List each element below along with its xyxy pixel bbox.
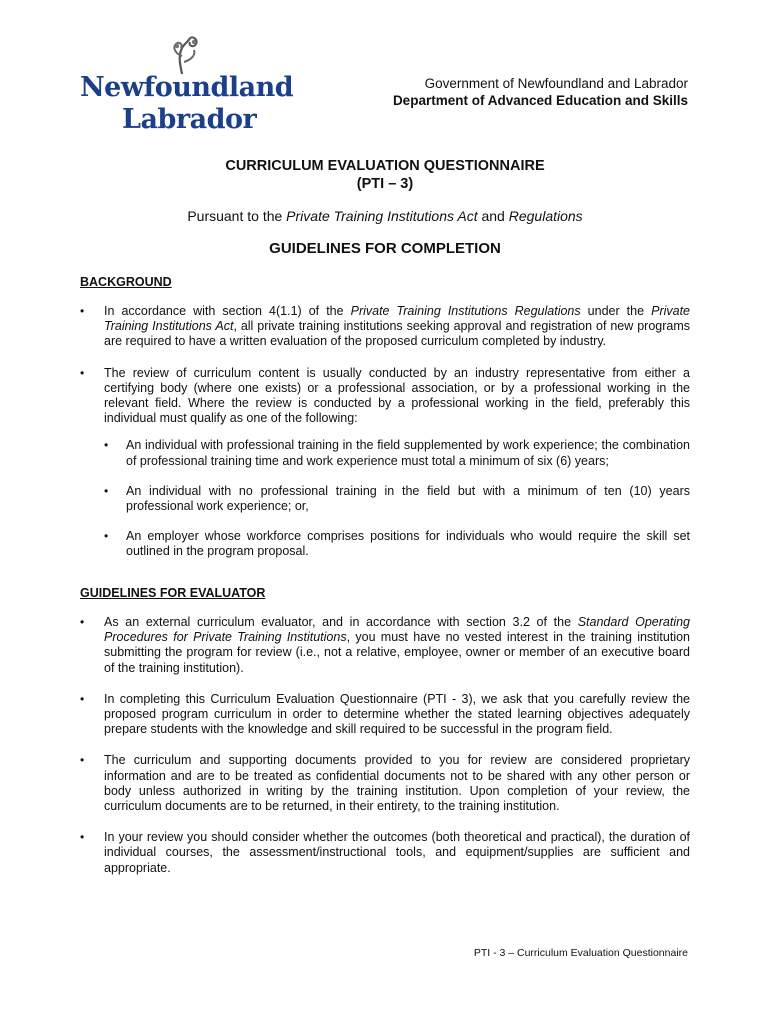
logo-text-labrador: Labrador <box>122 104 257 135</box>
government-header <box>393 75 688 109</box>
qualification-item-2: • An individual with no professional training in the field but with a minimum of ten (10) years professional work experience; or, <box>104 484 690 514</box>
pursuant-mid: and <box>477 208 509 224</box>
pitcher-plant-icon <box>168 34 202 76</box>
logo-text-newfoundland: Newfoundland <box>80 72 294 103</box>
department-name: Department of Advanced Education and Skills <box>392 93 688 108</box>
text-run: As an external curriculum evaluator, and in accordance with section 3.2 of the <box>104 615 578 629</box>
evaluator-list <box>80 615 690 876</box>
act-title: Private Training Institutions Act <box>104 304 691 334</box>
evaluator-section <box>80 585 690 892</box>
qualification-list <box>104 438 690 559</box>
pursuant-prefix: Pursuant to the <box>187 208 287 224</box>
background-list <box>80 304 690 560</box>
text-run: , all private training institutions seeking approval and registration of new programs are required to have a written evaluation of the proposed curriculum completed by industry. <box>104 319 690 349</box>
title-block <box>80 157 690 258</box>
evaluator-item-4: • In your review you should consider whether the outcomes (both theoretical and practical), the duration of individual courses, the assessment/instructional tools, and equipment/supplies are sufficient and appropriate. <box>80 830 690 876</box>
evaluator-item-2: • In completing this Curriculum Evaluation Questionnaire (PTI - 3), we ask that you carefully review the proposed program curriculum in order to determine whether the stated learning objectives adequately prepare students with the knowledge and skill required to be successful in the program field. <box>80 692 690 738</box>
evaluator-item-1 <box>80 615 690 676</box>
pursuant-act: Private Training Institutions Act <box>286 208 478 224</box>
regulations-title: Private Training Institutions Regulations <box>350 304 581 318</box>
pursuant-regulations: Regulations <box>508 208 583 224</box>
government-logo <box>80 34 294 135</box>
qualification-item-1: • An individual with professional training in the field supplemented by work experience; the combination of professional training time and work experience must total a minimum of six (6) years; <box>104 438 690 468</box>
evaluator-heading: GUIDELINES FOR EVALUATOR <box>80 586 266 600</box>
text-run: The review of curriculum content is usually conducted by an industry representative from either a certifying body (where one exists) or a professional association, or by a professional working in the relevant field. Where the review is conducted by a professional working in the field, preferably this individual must qualify as one of the following: <box>104 365 690 426</box>
form-code: (PTI – 3) <box>356 176 414 192</box>
form-title: CURRICULUM EVALUATION QUESTIONNAIRE <box>225 158 545 174</box>
background-section <box>80 274 690 576</box>
pursuant-line <box>80 207 690 225</box>
background-heading: BACKGROUND <box>80 275 172 289</box>
background-item-1 <box>80 304 690 350</box>
government-name: Government of Newfoundland and Labrador <box>424 76 688 91</box>
text-run: In accordance with section 4(1.1) of the <box>104 304 351 318</box>
page-footer: PTI - 3 – Curriculum Evaluation Questionnaire <box>473 947 688 959</box>
sop-title: Standard Operating Procedures for Private Training Institutions <box>104 615 690 645</box>
background-item-2 <box>80 366 690 560</box>
text-run: , you must have no vested interest in the training institution submitting the program for review (i.e., not a relative, employee, owner or member of an executive board of the training institution). <box>104 630 691 675</box>
guidelines-title: GUIDELINES FOR COMPLETION <box>269 240 501 257</box>
text-run: under the <box>580 304 652 318</box>
qualification-item-3: • An employer whose workforce comprises positions for individuals who would require the skill set outlined in the program proposal. <box>104 529 690 559</box>
evaluator-item-3: • The curriculum and supporting documents provided to you for review are considered proprietary information and are to be treated as confidential documents not to be shared with any other person or body unless authorized in writing by the training institution. Upon completion of your review, the curriculum documents are to be returned, in their entirety, to the training institution. <box>80 753 690 814</box>
